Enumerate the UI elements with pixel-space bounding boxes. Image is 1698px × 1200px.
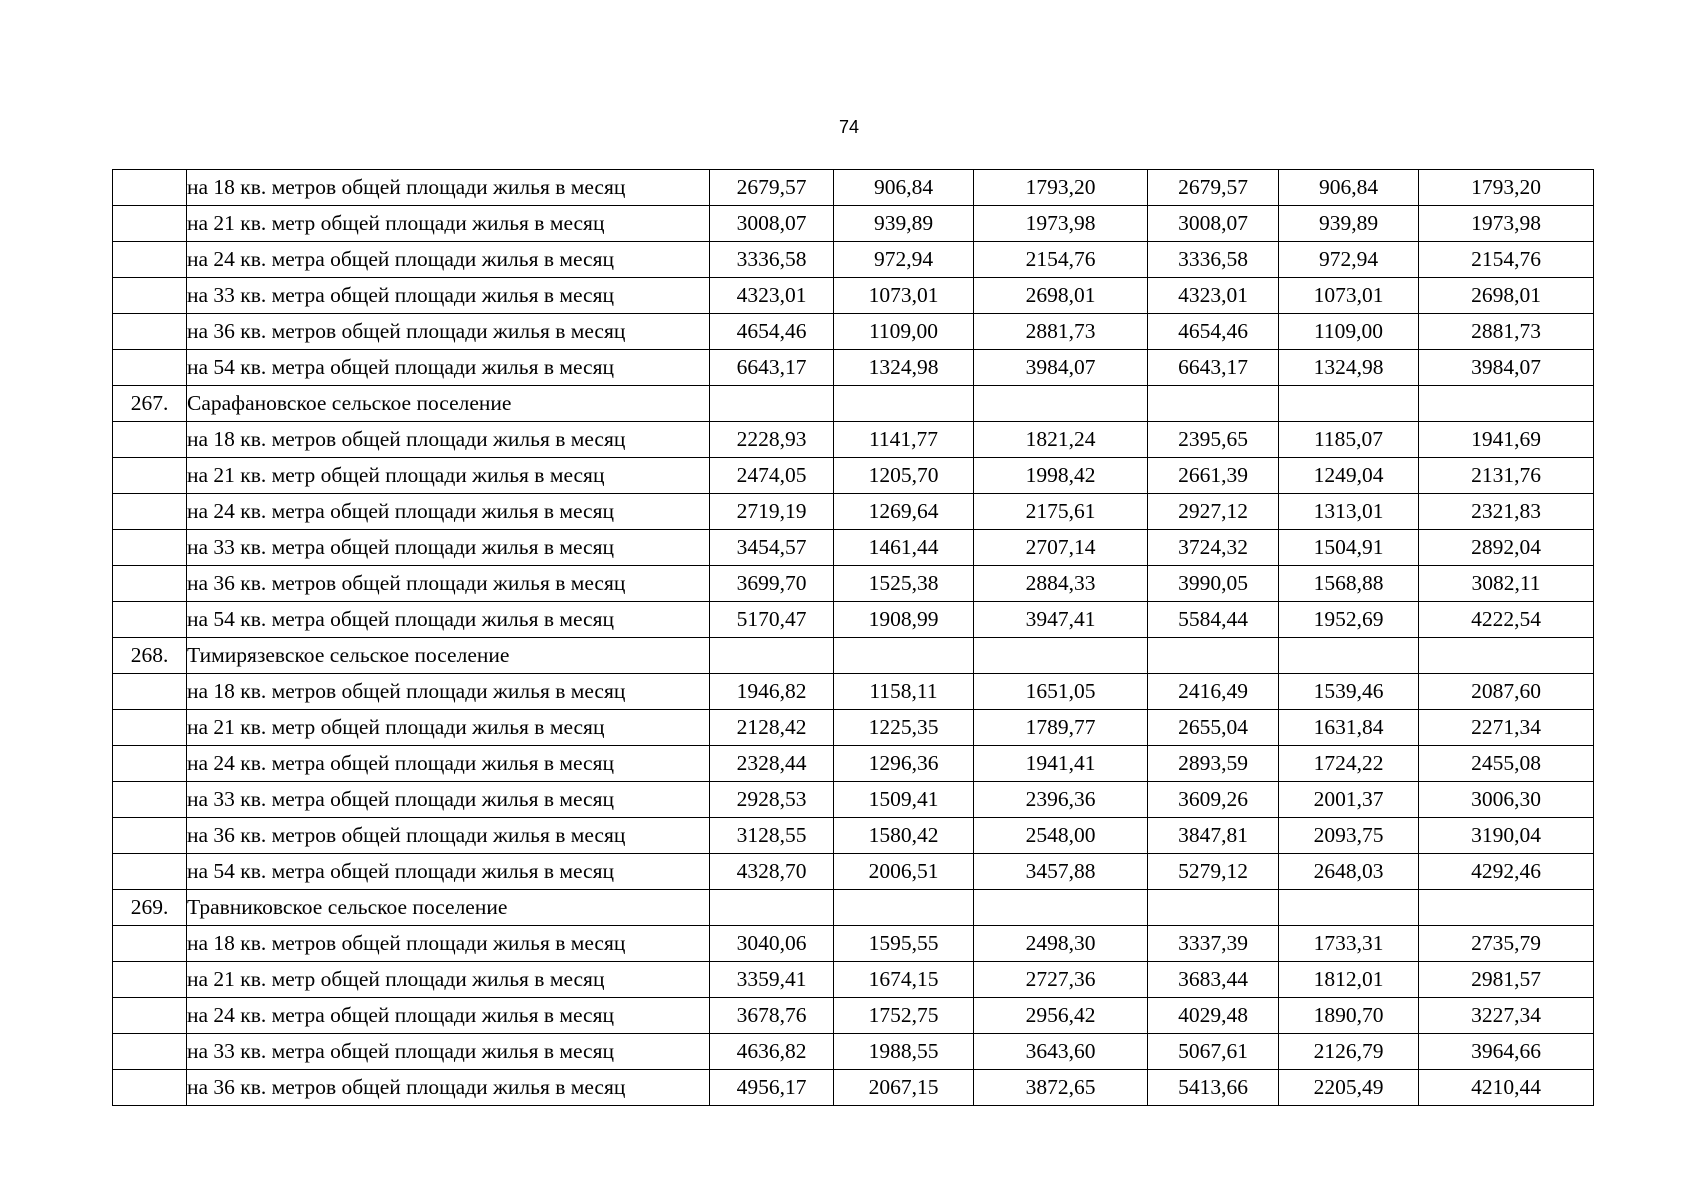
value-cell-col-5: 2648,03 [1279, 854, 1419, 890]
value-cell-col-5: 1504,91 [1279, 530, 1419, 566]
value-cell-col-6: 2271,34 [1419, 710, 1594, 746]
row-number-cell [113, 494, 187, 530]
value-cell-col-1: 2928,53 [710, 782, 834, 818]
value-cell-col-5: 1539,46 [1279, 674, 1419, 710]
norm-description-cell: на 24 кв. метра общей площади жилья в месяц [187, 494, 710, 530]
row-number-cell [113, 242, 187, 278]
table-row [113, 1034, 1594, 1070]
value-cell-col-6: 1793,20 [1419, 170, 1594, 206]
value-cell-col-5 [1279, 638, 1419, 674]
value-cell-col-5: 1812,01 [1279, 962, 1419, 998]
value-cell-col-5: 2001,37 [1279, 782, 1419, 818]
table-row [113, 206, 1594, 242]
value-cell-col-1: 4636,82 [710, 1034, 834, 1070]
value-cell-col-1: 2228,93 [710, 422, 834, 458]
value-cell-col-2: 972,94 [834, 242, 974, 278]
row-number-cell [113, 170, 187, 206]
value-cell-col-3: 2154,76 [974, 242, 1148, 278]
value-cell-col-6: 2981,57 [1419, 962, 1594, 998]
row-number-cell [113, 350, 187, 386]
table-row [113, 926, 1594, 962]
row-number-cell [113, 1070, 187, 1106]
value-cell-col-4: 2679,57 [1148, 170, 1279, 206]
value-cell-col-4: 4654,46 [1148, 314, 1279, 350]
value-cell-col-6: 1941,69 [1419, 422, 1594, 458]
value-cell-col-6: 3190,04 [1419, 818, 1594, 854]
value-cell-col-4: 3008,07 [1148, 206, 1279, 242]
value-cell-col-6: 1973,98 [1419, 206, 1594, 242]
tariff-table [112, 169, 1594, 1106]
row-number-cell [113, 998, 187, 1034]
value-cell-col-1: 2719,19 [710, 494, 834, 530]
value-cell-col-6 [1419, 890, 1594, 926]
value-cell-col-2: 2067,15 [834, 1070, 974, 1106]
value-cell-col-4 [1148, 638, 1279, 674]
value-cell-col-1: 2474,05 [710, 458, 834, 494]
value-cell-col-1: 3008,07 [710, 206, 834, 242]
value-cell-col-6: 3082,11 [1419, 566, 1594, 602]
table-row [113, 170, 1594, 206]
page-number: 74 [838, 117, 860, 137]
value-cell-col-4: 5413,66 [1148, 1070, 1279, 1106]
settlement-header-row [113, 638, 1594, 674]
value-cell-col-6 [1419, 638, 1594, 674]
table-row [113, 962, 1594, 998]
value-cell-col-6: 2892,04 [1419, 530, 1594, 566]
table-row [113, 674, 1594, 710]
value-cell-col-1: 3699,70 [710, 566, 834, 602]
norm-description-cell: на 18 кв. метров общей площади жилья в месяц [187, 170, 710, 206]
norm-description-cell: на 21 кв. метр общей площади жилья в месяц [187, 962, 710, 998]
row-number-cell [113, 206, 187, 242]
value-cell-col-5 [1279, 386, 1419, 422]
value-cell-col-1: 2128,42 [710, 710, 834, 746]
row-number-cell [113, 782, 187, 818]
value-cell-col-2: 1908,99 [834, 602, 974, 638]
table-row [113, 818, 1594, 854]
norm-description-cell: на 36 кв. метров общей площади жилья в месяц [187, 1070, 710, 1106]
settlement-header-row [113, 386, 1594, 422]
table-row [113, 530, 1594, 566]
value-cell-col-2: 1525,38 [834, 566, 974, 602]
value-cell-col-2: 1674,15 [834, 962, 974, 998]
value-cell-col-5: 1631,84 [1279, 710, 1419, 746]
table-row [113, 314, 1594, 350]
value-cell-col-4: 6643,17 [1148, 350, 1279, 386]
value-cell-col-6: 2154,76 [1419, 242, 1594, 278]
row-number-cell [113, 674, 187, 710]
value-cell-col-2: 1988,55 [834, 1034, 974, 1070]
value-cell-col-4 [1148, 890, 1279, 926]
value-cell-col-1: 6643,17 [710, 350, 834, 386]
norm-description-cell: на 36 кв. метров общей площади жилья в месяц [187, 818, 710, 854]
norm-description-cell: на 21 кв. метр общей площади жилья в месяц [187, 206, 710, 242]
row-number-cell [113, 818, 187, 854]
table-row [113, 710, 1594, 746]
value-cell-col-4: 3336,58 [1148, 242, 1279, 278]
value-cell-col-3: 3457,88 [974, 854, 1148, 890]
value-cell-col-5: 1890,70 [1279, 998, 1419, 1034]
row-number-cell [113, 278, 187, 314]
value-cell-col-3: 2881,73 [974, 314, 1148, 350]
value-cell-col-6: 2087,60 [1419, 674, 1594, 710]
norm-description-cell: на 54 кв. метра общей площади жилья в месяц [187, 350, 710, 386]
value-cell-col-4: 5067,61 [1148, 1034, 1279, 1070]
value-cell-col-5: 906,84 [1279, 170, 1419, 206]
value-cell-col-3 [974, 638, 1148, 674]
value-cell-col-5: 2126,79 [1279, 1034, 1419, 1070]
norm-description-cell: на 33 кв. метра общей площади жилья в месяц [187, 530, 710, 566]
value-cell-col-1: 4328,70 [710, 854, 834, 890]
norm-description-cell: на 54 кв. метра общей площади жилья в месяц [187, 854, 710, 890]
value-cell-col-4: 3609,26 [1148, 782, 1279, 818]
value-cell-col-1 [710, 386, 834, 422]
value-cell-col-2: 1461,44 [834, 530, 974, 566]
value-cell-col-1: 3128,55 [710, 818, 834, 854]
value-cell-col-6: 3964,66 [1419, 1034, 1594, 1070]
value-cell-col-4: 2395,65 [1148, 422, 1279, 458]
value-cell-col-3: 2396,36 [974, 782, 1148, 818]
table-body [113, 170, 1594, 1106]
value-cell-col-5: 1568,88 [1279, 566, 1419, 602]
value-cell-col-2: 939,89 [834, 206, 974, 242]
row-number-cell [113, 530, 187, 566]
table-row [113, 1070, 1594, 1106]
value-cell-col-3 [974, 890, 1148, 926]
value-cell-col-1: 5170,47 [710, 602, 834, 638]
value-cell-col-6: 2455,08 [1419, 746, 1594, 782]
value-cell-col-2: 1296,36 [834, 746, 974, 782]
value-cell-col-1: 2679,57 [710, 170, 834, 206]
value-cell-col-4: 3337,39 [1148, 926, 1279, 962]
norm-description-cell: на 24 кв. метра общей площади жилья в месяц [187, 998, 710, 1034]
value-cell-col-3: 3872,65 [974, 1070, 1148, 1106]
norm-description-cell: на 24 кв. метра общей площади жилья в месяц [187, 746, 710, 782]
table-row [113, 458, 1594, 494]
value-cell-col-3: 1793,20 [974, 170, 1148, 206]
value-cell-col-4: 2927,12 [1148, 494, 1279, 530]
norm-description-cell: на 33 кв. метра общей площади жилья в месяц [187, 782, 710, 818]
value-cell-col-4: 4323,01 [1148, 278, 1279, 314]
value-cell-col-6 [1419, 386, 1594, 422]
settlement-name-cell: Тимирязевское сельское поселение [187, 638, 710, 674]
value-cell-col-5: 1073,01 [1279, 278, 1419, 314]
value-cell-col-3: 2707,14 [974, 530, 1148, 566]
norm-description-cell: на 21 кв. метр общей площади жилья в месяц [187, 710, 710, 746]
value-cell-col-3: 2956,42 [974, 998, 1148, 1034]
value-cell-col-2: 1580,42 [834, 818, 974, 854]
norm-description-cell: на 24 кв. метра общей площади жилья в месяц [187, 242, 710, 278]
value-cell-col-4: 5584,44 [1148, 602, 1279, 638]
value-cell-col-4: 2416,49 [1148, 674, 1279, 710]
value-cell-col-1 [710, 890, 834, 926]
norm-description-cell: на 18 кв. метров общей площади жилья в месяц [187, 926, 710, 962]
value-cell-col-4: 2661,39 [1148, 458, 1279, 494]
table-row [113, 602, 1594, 638]
value-cell-col-2: 1595,55 [834, 926, 974, 962]
value-cell-col-6: 4292,46 [1419, 854, 1594, 890]
value-cell-col-6: 4222,54 [1419, 602, 1594, 638]
value-cell-col-2: 1509,41 [834, 782, 974, 818]
row-number-cell [113, 422, 187, 458]
table-row [113, 422, 1594, 458]
value-cell-col-1: 3336,58 [710, 242, 834, 278]
value-cell-col-5: 1952,69 [1279, 602, 1419, 638]
value-cell-col-3: 2727,36 [974, 962, 1148, 998]
value-cell-col-3: 2548,00 [974, 818, 1148, 854]
row-number-cell [113, 926, 187, 962]
row-number-cell: 269. [113, 890, 187, 926]
norm-description-cell: на 21 кв. метр общей площади жилья в месяц [187, 458, 710, 494]
value-cell-col-4: 3847,81 [1148, 818, 1279, 854]
value-cell-col-6: 2131,76 [1419, 458, 1594, 494]
value-cell-col-5: 1313,01 [1279, 494, 1419, 530]
value-cell-col-2: 906,84 [834, 170, 974, 206]
norm-description-cell: на 36 кв. метров общей площади жилья в месяц [187, 566, 710, 602]
value-cell-col-5: 1324,98 [1279, 350, 1419, 386]
value-cell-col-4 [1148, 386, 1279, 422]
value-cell-col-2: 1269,64 [834, 494, 974, 530]
value-cell-col-1: 3040,06 [710, 926, 834, 962]
value-cell-col-3: 1973,98 [974, 206, 1148, 242]
table-row [113, 998, 1594, 1034]
row-number-cell [113, 854, 187, 890]
value-cell-col-4: 2655,04 [1148, 710, 1279, 746]
value-cell-col-3: 1789,77 [974, 710, 1148, 746]
value-cell-col-4: 4029,48 [1148, 998, 1279, 1034]
value-cell-col-6: 3006,30 [1419, 782, 1594, 818]
settlement-header-row [113, 890, 1594, 926]
norm-description-cell: на 36 кв. метров общей площади жилья в месяц [187, 314, 710, 350]
row-number-cell: 267. [113, 386, 187, 422]
value-cell-col-3: 3643,60 [974, 1034, 1148, 1070]
value-cell-col-2: 1324,98 [834, 350, 974, 386]
value-cell-col-4: 3990,05 [1148, 566, 1279, 602]
norm-description-cell: на 33 кв. метра общей площади жилья в месяц [187, 1034, 710, 1070]
row-number-cell [113, 1034, 187, 1070]
value-cell-col-5: 939,89 [1279, 206, 1419, 242]
norm-description-cell: на 18 кв. метров общей площади жилья в месяц [187, 674, 710, 710]
value-cell-col-2: 1225,35 [834, 710, 974, 746]
value-cell-col-2: 1752,75 [834, 998, 974, 1034]
table-row [113, 494, 1594, 530]
value-cell-col-2 [834, 386, 974, 422]
table-row [113, 746, 1594, 782]
table-row [113, 566, 1594, 602]
value-cell-col-2: 1073,01 [834, 278, 974, 314]
value-cell-col-6: 3227,34 [1419, 998, 1594, 1034]
value-cell-col-1: 4323,01 [710, 278, 834, 314]
value-cell-col-1 [710, 638, 834, 674]
value-cell-col-4: 5279,12 [1148, 854, 1279, 890]
value-cell-col-2 [834, 890, 974, 926]
value-cell-col-3: 2884,33 [974, 566, 1148, 602]
row-number-cell: 268. [113, 638, 187, 674]
value-cell-col-2: 1205,70 [834, 458, 974, 494]
value-cell-col-3: 2175,61 [974, 494, 1148, 530]
norm-description-cell: на 18 кв. метров общей площади жилья в месяц [187, 422, 710, 458]
value-cell-col-2: 1141,77 [834, 422, 974, 458]
value-cell-col-5: 1724,22 [1279, 746, 1419, 782]
value-cell-col-5: 1109,00 [1279, 314, 1419, 350]
value-cell-col-3: 3984,07 [974, 350, 1148, 386]
row-number-cell [113, 710, 187, 746]
value-cell-col-5: 2205,49 [1279, 1070, 1419, 1106]
row-number-cell [113, 602, 187, 638]
value-cell-col-1: 3359,41 [710, 962, 834, 998]
value-cell-col-1: 4956,17 [710, 1070, 834, 1106]
value-cell-col-2 [834, 638, 974, 674]
table-row [113, 854, 1594, 890]
row-number-cell [113, 566, 187, 602]
table-row [113, 782, 1594, 818]
row-number-cell [113, 314, 187, 350]
value-cell-col-3: 2698,01 [974, 278, 1148, 314]
value-cell-col-1: 3454,57 [710, 530, 834, 566]
value-cell-col-3 [974, 386, 1148, 422]
value-cell-col-3: 1651,05 [974, 674, 1148, 710]
value-cell-col-3: 1941,41 [974, 746, 1148, 782]
value-cell-col-5: 1249,04 [1279, 458, 1419, 494]
value-cell-col-4: 3724,32 [1148, 530, 1279, 566]
value-cell-col-2: 1158,11 [834, 674, 974, 710]
value-cell-col-6: 3984,07 [1419, 350, 1594, 386]
value-cell-col-3: 2498,30 [974, 926, 1148, 962]
value-cell-col-1: 4654,46 [710, 314, 834, 350]
value-cell-col-1: 2328,44 [710, 746, 834, 782]
row-number-cell [113, 458, 187, 494]
row-number-cell [113, 746, 187, 782]
settlement-name-cell: Сарафановское сельское поселение [187, 386, 710, 422]
value-cell-col-6: 2321,83 [1419, 494, 1594, 530]
value-cell-col-3: 1821,24 [974, 422, 1148, 458]
value-cell-col-1: 3678,76 [710, 998, 834, 1034]
value-cell-col-6: 4210,44 [1419, 1070, 1594, 1106]
value-cell-col-6: 2698,01 [1419, 278, 1594, 314]
table-row [113, 242, 1594, 278]
table-row [113, 278, 1594, 314]
value-cell-col-5: 1185,07 [1279, 422, 1419, 458]
value-cell-col-4: 2893,59 [1148, 746, 1279, 782]
value-cell-col-1: 1946,82 [710, 674, 834, 710]
value-cell-col-6: 2735,79 [1419, 926, 1594, 962]
value-cell-col-3: 1998,42 [974, 458, 1148, 494]
row-number-cell [113, 962, 187, 998]
value-cell-col-2: 1109,00 [834, 314, 974, 350]
value-cell-col-5: 2093,75 [1279, 818, 1419, 854]
value-cell-col-5 [1279, 890, 1419, 926]
table-row [113, 350, 1594, 386]
value-cell-col-2: 2006,51 [834, 854, 974, 890]
settlement-name-cell: Травниковское сельское поселение [187, 890, 710, 926]
value-cell-col-6: 2881,73 [1419, 314, 1594, 350]
value-cell-col-4: 3683,44 [1148, 962, 1279, 998]
value-cell-col-5: 1733,31 [1279, 926, 1419, 962]
value-cell-col-5: 972,94 [1279, 242, 1419, 278]
norm-description-cell: на 33 кв. метра общей площади жилья в месяц [187, 278, 710, 314]
norm-description-cell: на 54 кв. метра общей площади жилья в месяц [187, 602, 710, 638]
value-cell-col-3: 3947,41 [974, 602, 1148, 638]
